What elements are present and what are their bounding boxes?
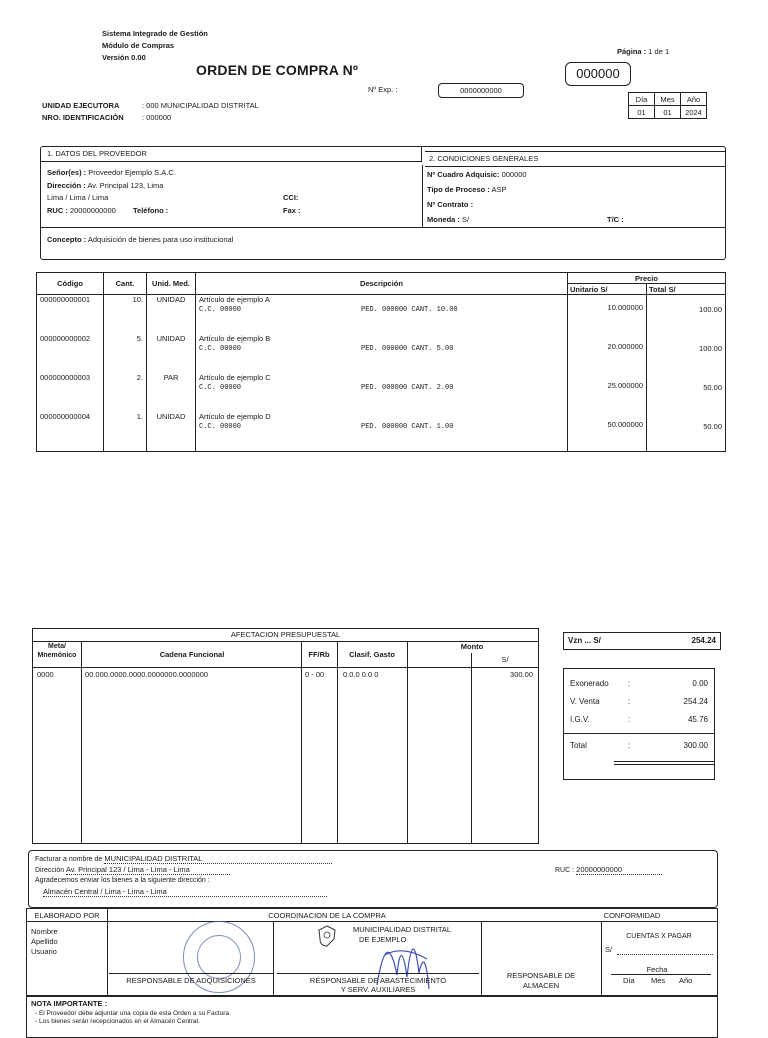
- budget-meta: 0000: [37, 670, 54, 679]
- direccion-value: Av. Principal 123, Lima: [87, 180, 164, 190]
- agradecemos-text: Agradecemos enviar los bienes a la siguiente dirección :: [35, 877, 210, 884]
- conformidad-label: CONFORMIDAD: [603, 911, 661, 920]
- telefono-label: Teléfono :: [133, 205, 169, 215]
- budget-panel: [32, 628, 539, 844]
- page-indicator: [617, 47, 669, 56]
- conditions-header: [425, 151, 725, 167]
- igv-value: 45.76: [687, 715, 708, 724]
- vzn-label: Vzn ... S/: [568, 636, 601, 645]
- coordinacion-label: COORDINACION DE LA COMPRA: [268, 911, 386, 920]
- col-unid: Unid. Med.: [147, 273, 196, 295]
- venta-label: V. Venta: [570, 697, 600, 706]
- budget-title: AFECTACION PRESUPUESTAL: [33, 629, 538, 642]
- budget-clasif: 0.0.0 0.0 0: [343, 670, 379, 679]
- item-unit: UNIDAD: [147, 334, 196, 373]
- item-unit: UNIDAD: [147, 295, 196, 335]
- issue-date: [628, 92, 707, 119]
- moneda-value: S/: [462, 215, 470, 224]
- supplier-conditions-panel: [40, 146, 726, 260]
- venta-value: 254.24: [683, 697, 708, 706]
- order-number: 000000: [565, 62, 631, 86]
- conditions-data: [427, 167, 723, 227]
- sign-divider: [273, 921, 274, 995]
- nota-title: NOTA IMPORTANTE :: [31, 999, 108, 1008]
- item-ped: PED. 000000 CANT. 5.00: [361, 345, 454, 353]
- col-precio: Precio: [568, 273, 726, 284]
- col-total: Total S/: [647, 284, 726, 295]
- item-desc-sub: [199, 423, 564, 431]
- muni-line-1: MUNICIPALIDAD DISTRITAL: [353, 925, 452, 934]
- billing-direccion-value: Av. Principal 123 / Lima - Lima - Lima: [66, 865, 230, 875]
- igv-label: I.G.V.: [570, 715, 590, 724]
- resp-abast-2: Y SERV. AUXILIARES: [340, 985, 416, 994]
- item-desc-main: Artículo de ejemplo C: [199, 373, 271, 382]
- item-description: [196, 334, 568, 373]
- unit-value: : 000 MUNICIPALIDAD DISTRITAL: [142, 101, 259, 110]
- sign-divider: [601, 921, 602, 995]
- budget-col-moneda: S/: [501, 655, 509, 664]
- item-total: 50.00: [647, 373, 726, 412]
- siaf-label: Nº Exp. :: [368, 85, 398, 94]
- concept: [47, 235, 233, 244]
- budget-divider: [81, 641, 82, 843]
- item-desc-sub: [199, 306, 564, 314]
- version: Versión 0.00: [102, 53, 146, 62]
- nota-panel: [26, 996, 718, 1038]
- tipo-value: ASP: [491, 185, 507, 194]
- nota-line-1: - El Proveedor debe adjuntar una copia de esta Orden a su Factura.: [35, 1010, 231, 1017]
- conformidad-s: S/: [605, 945, 613, 954]
- facturar-label: Facturar a nombre de: [35, 856, 103, 863]
- fecha-line: [611, 974, 711, 975]
- totals-underline: [614, 761, 714, 762]
- tc-label: T/C :: [607, 215, 624, 224]
- concept-label: Concepto :: [47, 235, 87, 244]
- budget-col-clasif: Clasif. Gasto: [349, 650, 395, 659]
- siaf-number: 0000000000: [438, 83, 524, 98]
- date-day: 01: [629, 106, 655, 119]
- signatures-panel: [26, 908, 718, 996]
- item-unit-price: 25.000000: [568, 373, 647, 412]
- totals-underline: [614, 764, 714, 765]
- page-label: Página :: [617, 47, 647, 56]
- concept-divider: [41, 227, 725, 228]
- senor-value: Proveedor Ejemplo S.A.C.: [88, 168, 176, 177]
- fecha-ano: Año: [679, 976, 693, 985]
- muni-line-2: DE EJEMPLO: [359, 935, 407, 944]
- direccion-value-2: Lima / Lima / Lima: [47, 193, 109, 202]
- item-description: [196, 373, 568, 412]
- item-desc-main: Artículo de ejemplo D: [199, 412, 271, 421]
- sign-line: [109, 973, 273, 974]
- budget-ffrb: 0 - 00: [305, 670, 325, 679]
- budget-divider: [471, 653, 472, 843]
- date-header-month: Mes: [655, 93, 681, 106]
- budget-cadena: 00.000.0000.0000.0000000.0000000: [85, 670, 209, 679]
- col-cant: Cant.: [104, 273, 147, 295]
- total-label: Total: [570, 741, 587, 750]
- col-unitario: Unitario S/: [568, 284, 647, 295]
- module-name: Módulo de Compras: [102, 41, 175, 50]
- cuadro-label: Nº Cuadro Adquisic:: [427, 170, 500, 179]
- supplier-data: [47, 167, 419, 217]
- id-label: NRO. IDENTIFICACIÓN: [42, 113, 124, 122]
- exonerado-value: 0.00: [692, 679, 708, 688]
- totals-divider: [564, 733, 714, 734]
- item-unit: PAR: [147, 373, 196, 412]
- item-desc-sub: [199, 384, 564, 392]
- billing-ruc-label: RUC :: [555, 867, 575, 874]
- contrato-label: Nº Contrato :: [427, 200, 474, 209]
- budget-divider: [407, 641, 408, 843]
- item-cc: C.C. 00000: [199, 384, 242, 392]
- item-description: [196, 295, 568, 335]
- item-ped: PED. 000000 CANT. 2.00: [361, 384, 454, 392]
- system-header: [102, 28, 208, 64]
- budget-divider: [337, 641, 338, 843]
- total-line: Total : 300.00: [570, 741, 708, 750]
- budget-col-ffrb: FF/Rb: [308, 650, 330, 659]
- fecha-label: Fecha: [646, 965, 668, 974]
- resp-abastecimiento: [277, 976, 479, 994]
- item-cc: C.C. 00000: [199, 345, 242, 353]
- item-unit: UNIDAD: [147, 412, 196, 452]
- budget-col-meta: Meta/ Mnemónico: [37, 643, 77, 659]
- item-cc: C.C. 00000: [199, 423, 242, 431]
- item-desc-sub: [199, 345, 564, 353]
- resp-abast-1: RESPONSABLE DE ABASTECIMIENTO: [309, 976, 447, 985]
- nota-line-2: - Los bienes serán recepcionados en el Almacén Central.: [35, 1018, 200, 1025]
- coat-of-arms-icon: [317, 925, 337, 947]
- exonerado-line: Exonerado : 0.00: [570, 679, 708, 688]
- system-name: Sistema Integrado de Gestión: [102, 29, 208, 38]
- sign-divider: [481, 921, 482, 995]
- item-total: 100.00: [647, 334, 726, 373]
- billing-panel: [28, 850, 718, 908]
- supplier-header: [41, 147, 422, 162]
- item-code: 000000000002: [37, 334, 104, 373]
- item-qty: 10.: [104, 295, 147, 335]
- item-ped: PED. 000000 CANT. 1.00: [361, 423, 454, 431]
- item-desc-main: Artículo de ejemplo B: [199, 334, 271, 343]
- totals-box: [563, 668, 715, 780]
- item-unit-price: 50.000000: [568, 412, 647, 452]
- table-row: [37, 373, 726, 412]
- tipo-label: Tipo de Proceso :: [427, 185, 490, 194]
- item-qty: 1.: [104, 412, 147, 452]
- col-codigo: Código: [37, 273, 104, 295]
- budget-col-cadena: Cadena Funcional: [159, 650, 225, 659]
- moneda-label: Moneda :: [427, 215, 460, 224]
- table-row: [37, 334, 726, 373]
- item-description: [196, 412, 568, 452]
- elaborado-name: [31, 927, 58, 957]
- unit-label: UNIDAD EJECUTORA: [42, 101, 120, 110]
- concept-value: Adquisición de bienes para uso institucional: [87, 235, 234, 244]
- item-qty: 2.: [104, 373, 147, 412]
- fecha-mes: Mes: [651, 976, 666, 985]
- sign-line: [277, 973, 479, 974]
- resp-alm-1: RESPONSABLE DE: [506, 971, 576, 980]
- id-value: : 000000: [142, 113, 172, 122]
- conditions-title: 2. CONDICIONES GENERALES: [429, 154, 539, 163]
- amount-line: [617, 953, 713, 955]
- date-month: 01: [655, 106, 681, 119]
- vzn-box: [563, 632, 721, 650]
- ruc-value: 20000000000: [69, 205, 116, 215]
- billing-direccion-label: Dirección: [35, 867, 65, 874]
- supplier-title: 1. DATOS DEL PROVEEDOR: [47, 149, 147, 158]
- resp-almacen: [483, 971, 599, 991]
- exonerado-label: Exonerado: [570, 679, 609, 688]
- igv-line: I.G.V. : 45.76: [570, 715, 708, 724]
- table-row: [37, 412, 726, 452]
- item-code: 000000000004: [37, 412, 104, 452]
- vzn-value: 254.24: [691, 636, 716, 645]
- resp-alm-2: ALMACEN: [522, 981, 560, 990]
- elaborado-name-1: Nombre: [31, 927, 58, 936]
- item-desc-main: Artículo de ejemplo A: [199, 295, 270, 304]
- budget-monto: 300.00: [510, 670, 533, 679]
- item-qty: 5.: [104, 334, 147, 373]
- billing-address: [35, 865, 230, 874]
- items-table: [36, 272, 726, 452]
- budget-header: [33, 641, 538, 668]
- item-code: 000000000001: [37, 295, 104, 335]
- elaborado-name-3: Usuario: [31, 947, 57, 956]
- sign-divider: [107, 909, 108, 995]
- billing-ruc: [555, 865, 662, 874]
- table-row: [37, 295, 726, 335]
- facturar-value: MUNICIPALIDAD DISTRITAL: [104, 854, 332, 864]
- ruc-label: RUC :: [47, 205, 68, 215]
- cuadro-value: 000000: [501, 170, 527, 179]
- item-unit-price: 20.000000: [568, 334, 647, 373]
- item-cc: C.C. 00000: [199, 306, 242, 314]
- page-value: 1 de 1: [648, 47, 670, 56]
- cuentas-label: CUENTAS X PAGAR: [626, 933, 692, 940]
- fax-label: Fax :: [283, 205, 301, 215]
- item-code: 000000000003: [37, 373, 104, 412]
- executing-unit: [42, 100, 259, 124]
- elaborado-name-2: Apellido: [31, 937, 58, 946]
- budget-divider: [301, 641, 302, 843]
- date-header-year: Año: [681, 93, 707, 106]
- item-total: 50.00: [647, 412, 726, 452]
- resp-adquisiciones: RESPONSABLE DE ADQUISICIONES: [126, 976, 256, 985]
- total-value: 300.00: [683, 741, 708, 750]
- page-title: ORDEN DE COMPRA Nº: [196, 62, 359, 78]
- elaborado-label: ELABORADO POR: [34, 911, 100, 920]
- fecha-dia: Día: [623, 976, 635, 985]
- date-header-day: Día: [629, 93, 655, 106]
- venta-line: V. Venta : 254.24: [570, 697, 708, 706]
- budget-col-monto: Monto: [460, 642, 484, 651]
- item-total: 100.00: [647, 295, 726, 335]
- billing-ruc-value: 20000000000: [576, 865, 662, 875]
- col-descripcion: Descripción: [196, 273, 568, 295]
- item-unit-price: 10.000000: [568, 295, 647, 335]
- shipping-address: Almacén Central / Lima - Lima - Lima: [43, 887, 327, 897]
- billing-name: [35, 854, 332, 863]
- direccion-label: Dirección :: [47, 180, 86, 190]
- senor-label: Señor(es) :: [47, 168, 87, 177]
- item-ped: PED. 000000 CANT. 10.00: [361, 306, 458, 314]
- date-year: 2024: [681, 106, 707, 119]
- panel-divider: [422, 165, 423, 227]
- cci-label: CCI:: [283, 193, 299, 202]
